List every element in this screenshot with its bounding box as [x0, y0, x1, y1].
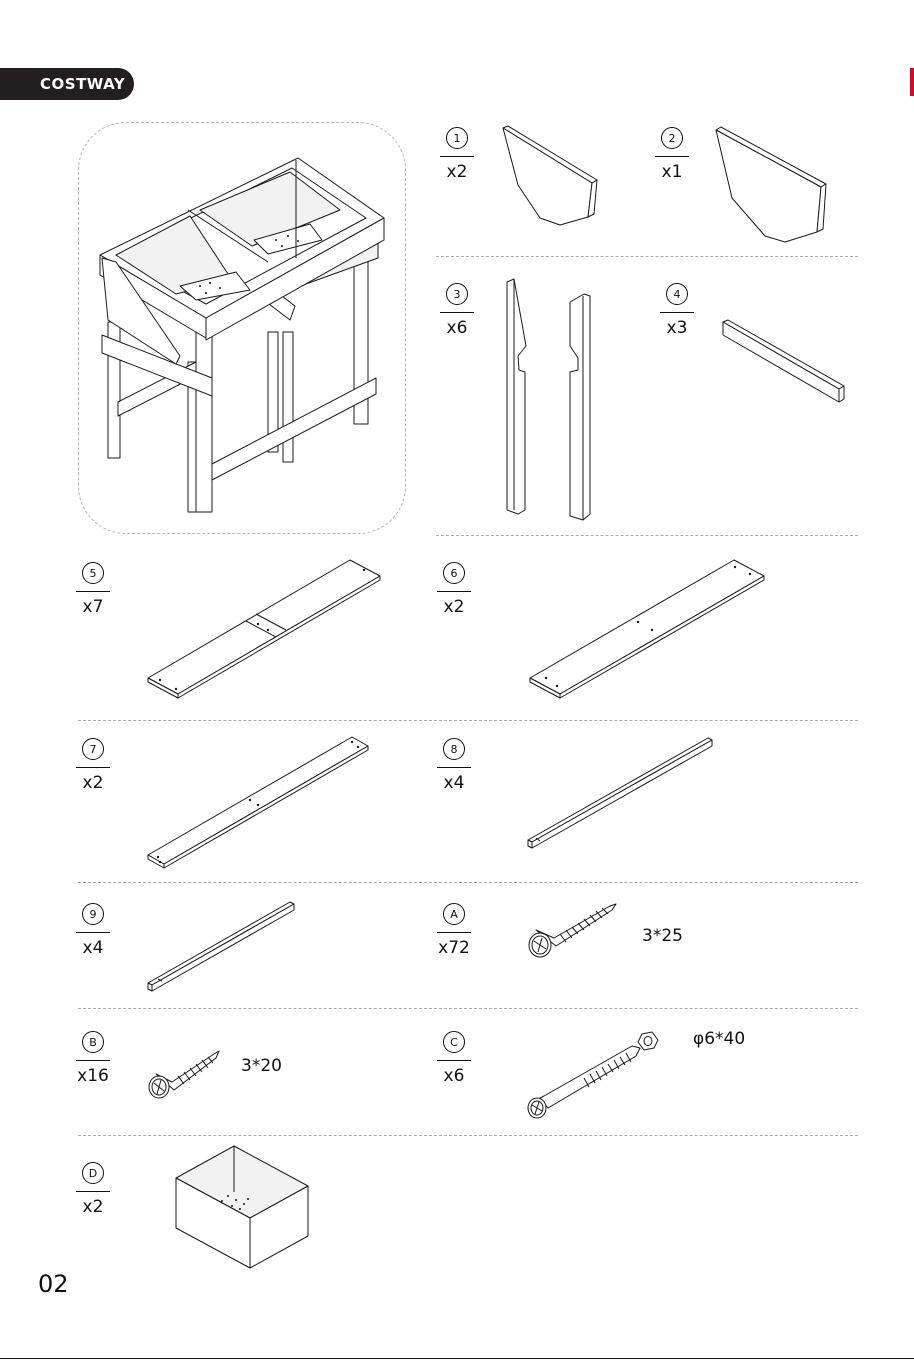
part-qty: x2	[82, 1197, 104, 1217]
part-9-drawing	[148, 902, 294, 991]
part-6-drawing	[530, 560, 764, 698]
part-id: D	[82, 1162, 104, 1184]
page-number: 02	[38, 1270, 69, 1298]
part-qty: x7	[82, 597, 104, 617]
part-1-drawing	[503, 126, 597, 225]
part-id: C	[443, 1031, 465, 1053]
part-id: 1	[446, 127, 468, 149]
part-qty: x72	[438, 938, 470, 958]
bolt-spec-C: φ6*40	[693, 1029, 746, 1049]
part-id: A	[443, 903, 465, 925]
part-id: 3	[446, 283, 468, 305]
part-id: 6	[443, 562, 465, 584]
part-5-drawing	[148, 560, 380, 698]
brand-name: COSTWAY	[40, 75, 126, 93]
part-2-drawing	[716, 127, 826, 242]
assembled-planter-drawing	[100, 158, 384, 512]
part-3-drawing	[507, 279, 590, 520]
part-id: 5	[82, 562, 104, 584]
part-id: 7	[82, 738, 104, 760]
part-qty: x4	[82, 938, 104, 958]
part-qty: x2	[443, 597, 465, 617]
part-id: 9	[82, 903, 104, 925]
part-qty: x2	[446, 162, 468, 182]
part-id: 2	[661, 127, 683, 149]
part-qty: x3	[666, 318, 688, 338]
screw-spec-A: 3*25	[642, 926, 683, 946]
part-id: 4	[666, 283, 688, 305]
part-8-drawing	[528, 738, 712, 848]
part-id: B	[82, 1031, 104, 1053]
part-4-drawing	[723, 320, 844, 402]
part-qty: x16	[77, 1066, 109, 1086]
part-qty: x1	[661, 162, 683, 182]
screw-B-drawing	[149, 1051, 219, 1098]
part-qty: x6	[446, 318, 468, 338]
part-qty: x6	[443, 1066, 465, 1086]
part-qty: x2	[82, 773, 104, 793]
part-7-drawing	[148, 737, 368, 868]
bolt-C-drawing	[528, 1032, 658, 1118]
part-qty: x4	[443, 773, 465, 793]
screw-spec-B: 3*20	[241, 1056, 282, 1076]
screw-A-drawing	[529, 904, 616, 957]
part-D-drawing	[176, 1146, 308, 1268]
part-id: 8	[443, 738, 465, 760]
